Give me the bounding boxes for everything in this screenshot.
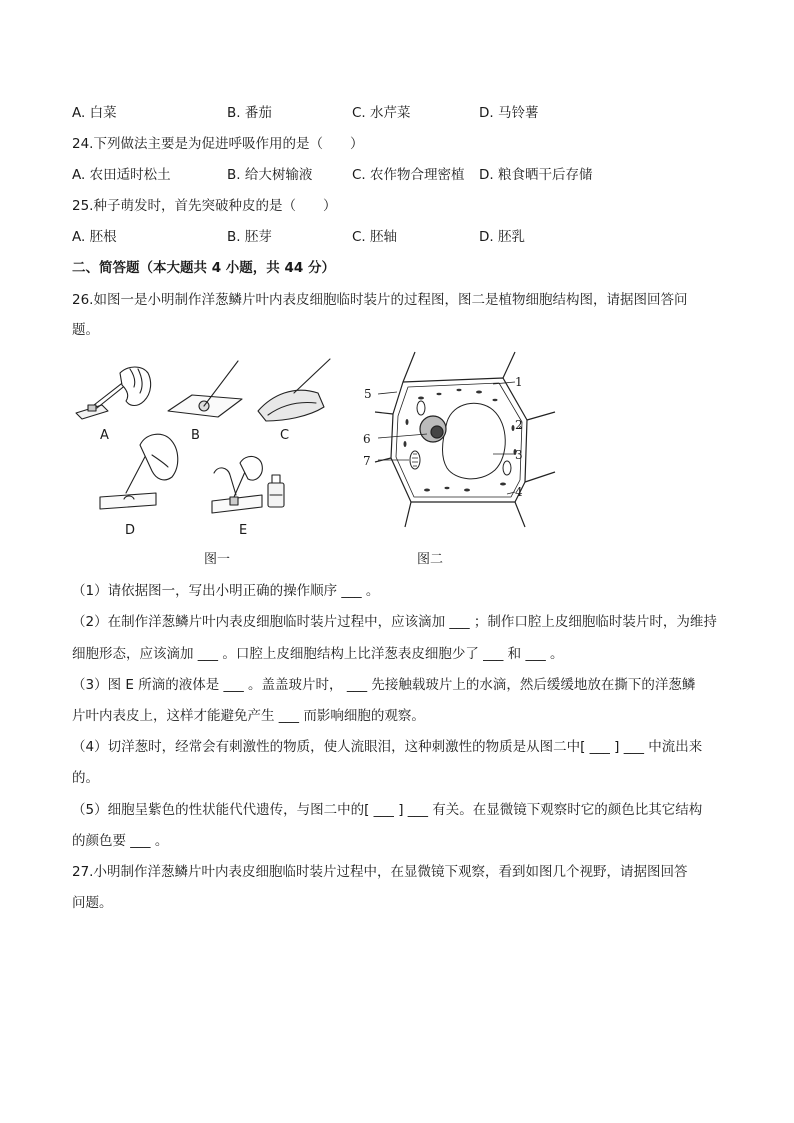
q23-option-d: D. 马铃薯 [479,105,539,121]
section-2-title: 二、简答题（本大题共 4 小题，共 44 分） [72,260,335,276]
step-c-drawing [258,359,330,421]
q26-sub-4-line-1: （4）切洋葱时，经常会有刺激性的物质，使人流眼泪，这种刺激性的物质是从图二中[ ___ ] ___ 中流出来 [72,739,703,755]
q26-sub-2-line-1: （2）在制作洋葱鳞片叶内表皮细胞临时装片过程中，应该滴加 ___ ；制作口腔上皮细胞临时装片时，为维持 [72,614,717,630]
q25-option-c: C. 胚轴 [352,229,398,245]
cell-label-7: 7 [363,454,371,468]
figure-1-label-a: A [100,428,109,443]
q26-stem-line-2: 题。 [72,322,99,338]
q25-stem: 25.种子萌发时，首先突破种皮的是（ ） [72,198,337,214]
q27-stem-line-2: 问题。 [72,895,113,911]
q24-option-c: C. 农作物合理密植 [352,167,465,183]
q23-options [72,103,732,123]
q25-option-d: D. 胚乳 [479,229,525,245]
q24-options [72,165,732,185]
figure-2-caption: 图二 [417,552,444,567]
q26-sub-2-line-2: 细胞形态，应该滴加 ___ 。口腔上皮细胞结构上比洋葱表皮细胞少了 ___ 和 ___ 。 [72,646,564,662]
q26-stem-line-1: 26.如图一是小明制作洋葱鳞片叶内表皮细胞临时装片的过程图，图二是植物细胞结构图，请据图回答问 [72,292,688,308]
q24-option-d: D. 粮食晒干后存储 [479,167,593,183]
cell-label-2: 2 [515,418,523,432]
figure-1-label-d: D [125,523,136,538]
q24-option-a: A. 农田适时松土 [72,167,171,183]
q26-sub-5-line-2: 的颜色要 ___ 。 [72,833,169,849]
figure-1-caption: 图一 [204,552,231,567]
q25-options [72,227,732,247]
q24-option-b: B. 给大树输液 [227,167,313,183]
figure-1-label-b: B [191,428,200,443]
cell-label-3: 3 [515,448,523,462]
cell-label-6: 6 [363,432,371,446]
q26-sub-3-line-1: （3）图 E 所滴的液体是 ___ 。盖盖玻片时， ___ 先接触载玻片上的水滴，然后缓缓地放在撕下的洋葱鳞 [72,677,696,693]
vacuole [443,403,506,479]
q23-option-c: C. 水芹菜 [352,105,411,121]
cell-label-4: 4 [515,485,523,499]
figure-1-label-e: E [239,523,248,538]
step-a-drawing [76,367,151,419]
q25-option-a: A. 胚根 [72,229,117,245]
q26-sub-4-line-2: 的。 [72,770,99,786]
q26-sub-3-line-2: 片叶内表皮上，这样才能避免产生 ___ 而影响细胞的观察。 [72,708,425,724]
q23-option-b: B. 番茄 [227,105,272,121]
step-b-drawing [168,361,242,417]
cell-label-1: 1 [515,375,523,389]
q25-option-b: B. 胚芽 [227,229,272,245]
q24-stem: 24.下列做法主要是为促进呼吸作用的是（ ） [72,136,364,152]
figure-1-label-c: C [280,428,290,443]
q23-option-a: A. 白菜 [72,105,117,121]
figure-2-plant-cell [375,352,555,527]
q26-sub-1: （1）请依据图一，写出小明正确的操作顺序 ___ 。 [72,583,380,599]
step-e-drawing [212,456,284,513]
q27-stem-line-1: 27.小明制作洋葱鳞片叶内表皮细胞临时装片过程中，在显微镜下观察，看到如图几个视野，请据图回答 [72,864,688,880]
cell-label-5: 5 [364,387,372,401]
q26-sub-5-line-1: （5）细胞呈紫色的性状能代代遗传，与图二中的[ ___ ] ___ 有关。在显微镜下观察时它的颜色比其它结构 [72,802,703,818]
figure-1-steps [72,355,332,525]
step-d-drawing [100,434,178,509]
